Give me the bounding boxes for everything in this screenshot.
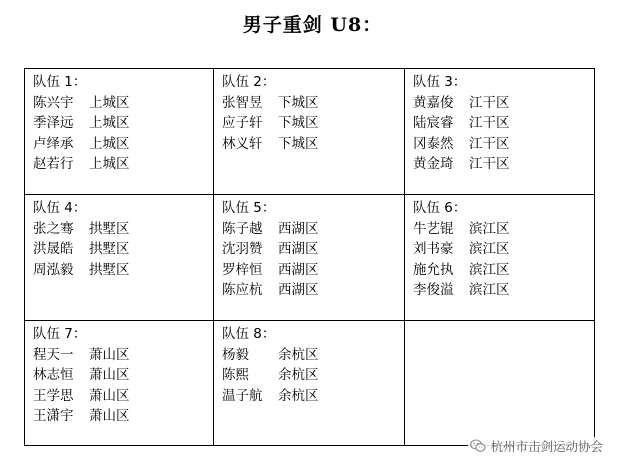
member-name: 罗梓恒 (222, 261, 263, 278)
member-district: 上城区 (89, 94, 130, 111)
member-name: 陈子越 (222, 220, 263, 237)
team-member (222, 113, 404, 134)
team-label: 队伍 2： (222, 74, 276, 90)
team-label: 队伍 8： (222, 326, 276, 342)
team-member (33, 93, 213, 114)
member-district: 余杭区 (278, 367, 319, 383)
member-district: 西湖区 (278, 282, 319, 298)
team-member (33, 260, 213, 281)
member-name: 赵若行 (33, 156, 74, 172)
member-name: 杨毅 (222, 346, 249, 363)
team-cell-5 (214, 195, 405, 321)
member-name: 季泽远 (33, 115, 74, 131)
member-district: 下城区 (278, 115, 319, 131)
team-member (222, 239, 404, 260)
member-name: 陆宸睿 (413, 115, 454, 131)
member-name: 刘书豪 (413, 241, 454, 257)
team-member (222, 93, 404, 114)
team-member (33, 219, 213, 240)
team-member (222, 134, 404, 155)
watermark-text: 杭州市击剑运动协会 (490, 439, 603, 454)
member-district: 江干区 (469, 94, 510, 111)
team-member (33, 239, 213, 260)
member-name: 林义轩 (222, 135, 263, 152)
team-member (222, 365, 404, 386)
team-cell-3 (405, 69, 594, 195)
team-label: 队伍 6： (413, 200, 467, 216)
member-name: 张之骞 (33, 220, 74, 237)
member-name: 李俊溢 (413, 282, 454, 298)
member-district: 萧山区 (89, 367, 130, 383)
team-cell-empty (405, 321, 594, 445)
member-name: 程天一 (33, 346, 74, 363)
team-member (33, 113, 213, 134)
team-label: 队伍 3： (413, 74, 467, 90)
team-member (413, 113, 594, 134)
team-member (222, 219, 404, 240)
member-district: 下城区 (278, 94, 319, 111)
member-name: 张智昱 (222, 94, 263, 111)
member-district: 江干区 (469, 115, 510, 131)
member-district: 滨江区 (469, 241, 510, 257)
wechat-icon (470, 439, 486, 453)
member-district: 余杭区 (278, 387, 319, 404)
member-name: 冈泰然 (413, 135, 454, 152)
member-name: 黄金琦 (413, 156, 454, 172)
team-member (413, 219, 594, 240)
member-district: 滨江区 (469, 261, 510, 278)
team-cell-1 (25, 69, 214, 195)
member-district: 滨江区 (469, 282, 510, 298)
member-district: 萧山区 (89, 408, 130, 424)
member-name: 温子航 (222, 387, 263, 404)
team-member (222, 260, 404, 281)
team-member (413, 239, 594, 260)
member-district: 西湖区 (278, 261, 319, 278)
member-district: 上城区 (89, 135, 130, 152)
member-name: 卢绎承 (33, 135, 74, 152)
member-name: 应子轩 (222, 115, 263, 131)
team-cell-6 (405, 195, 594, 321)
member-district: 江干区 (469, 156, 510, 172)
member-name: 牛艺锟 (413, 220, 454, 237)
team-label: 队伍 1： (33, 74, 87, 90)
member-name: 陈熙 (222, 367, 249, 383)
member-district: 拱墅区 (89, 241, 130, 257)
team-label: 队伍 7： (33, 326, 87, 342)
team-member (222, 386, 404, 407)
member-name: 施允执 (413, 261, 454, 278)
team-label: 队伍 4： (33, 200, 87, 216)
member-name: 周泓毅 (33, 261, 74, 278)
member-district: 西湖区 (278, 220, 319, 237)
team-cell-4 (25, 195, 214, 321)
member-district: 拱墅区 (89, 261, 130, 278)
member-name: 王学思 (33, 387, 74, 404)
team-member (222, 345, 404, 366)
member-district: 上城区 (89, 115, 130, 131)
team-member (33, 365, 213, 386)
member-district: 江干区 (469, 135, 510, 152)
team-member (413, 260, 594, 281)
team-member (33, 406, 213, 427)
team-member (413, 93, 594, 114)
watermark (468, 437, 605, 455)
member-district: 余杭区 (278, 346, 319, 363)
team-member (33, 386, 213, 407)
team-cell-7 (25, 321, 214, 445)
member-name: 陈应杭 (222, 282, 263, 298)
team-member (413, 154, 594, 175)
member-name: 林志恒 (33, 367, 74, 383)
team-label: 队伍 5： (222, 200, 276, 216)
team-member (33, 134, 213, 155)
member-district: 拱墅区 (89, 220, 130, 237)
member-name: 王潇宇 (33, 408, 74, 424)
team-member (222, 280, 404, 301)
team-cell-2 (214, 69, 405, 195)
member-name: 黄嘉俊 (413, 94, 454, 111)
member-district: 西湖区 (278, 241, 319, 257)
team-cell-8 (214, 321, 405, 445)
member-district: 滨江区 (469, 220, 510, 237)
team-table (24, 68, 595, 446)
team-member (33, 154, 213, 175)
team-member (33, 345, 213, 366)
member-district: 萧山区 (89, 346, 130, 363)
team-member (413, 280, 594, 301)
member-name: 沈羽赞 (222, 241, 263, 257)
member-district: 上城区 (89, 156, 130, 172)
team-member (413, 134, 594, 155)
member-name: 洪晟皓 (33, 241, 74, 257)
member-district: 下城区 (278, 135, 319, 152)
member-district: 萧山区 (89, 387, 130, 404)
page-title: 男子重剑 U8： (242, 14, 383, 36)
member-name: 陈兴宇 (33, 94, 74, 111)
